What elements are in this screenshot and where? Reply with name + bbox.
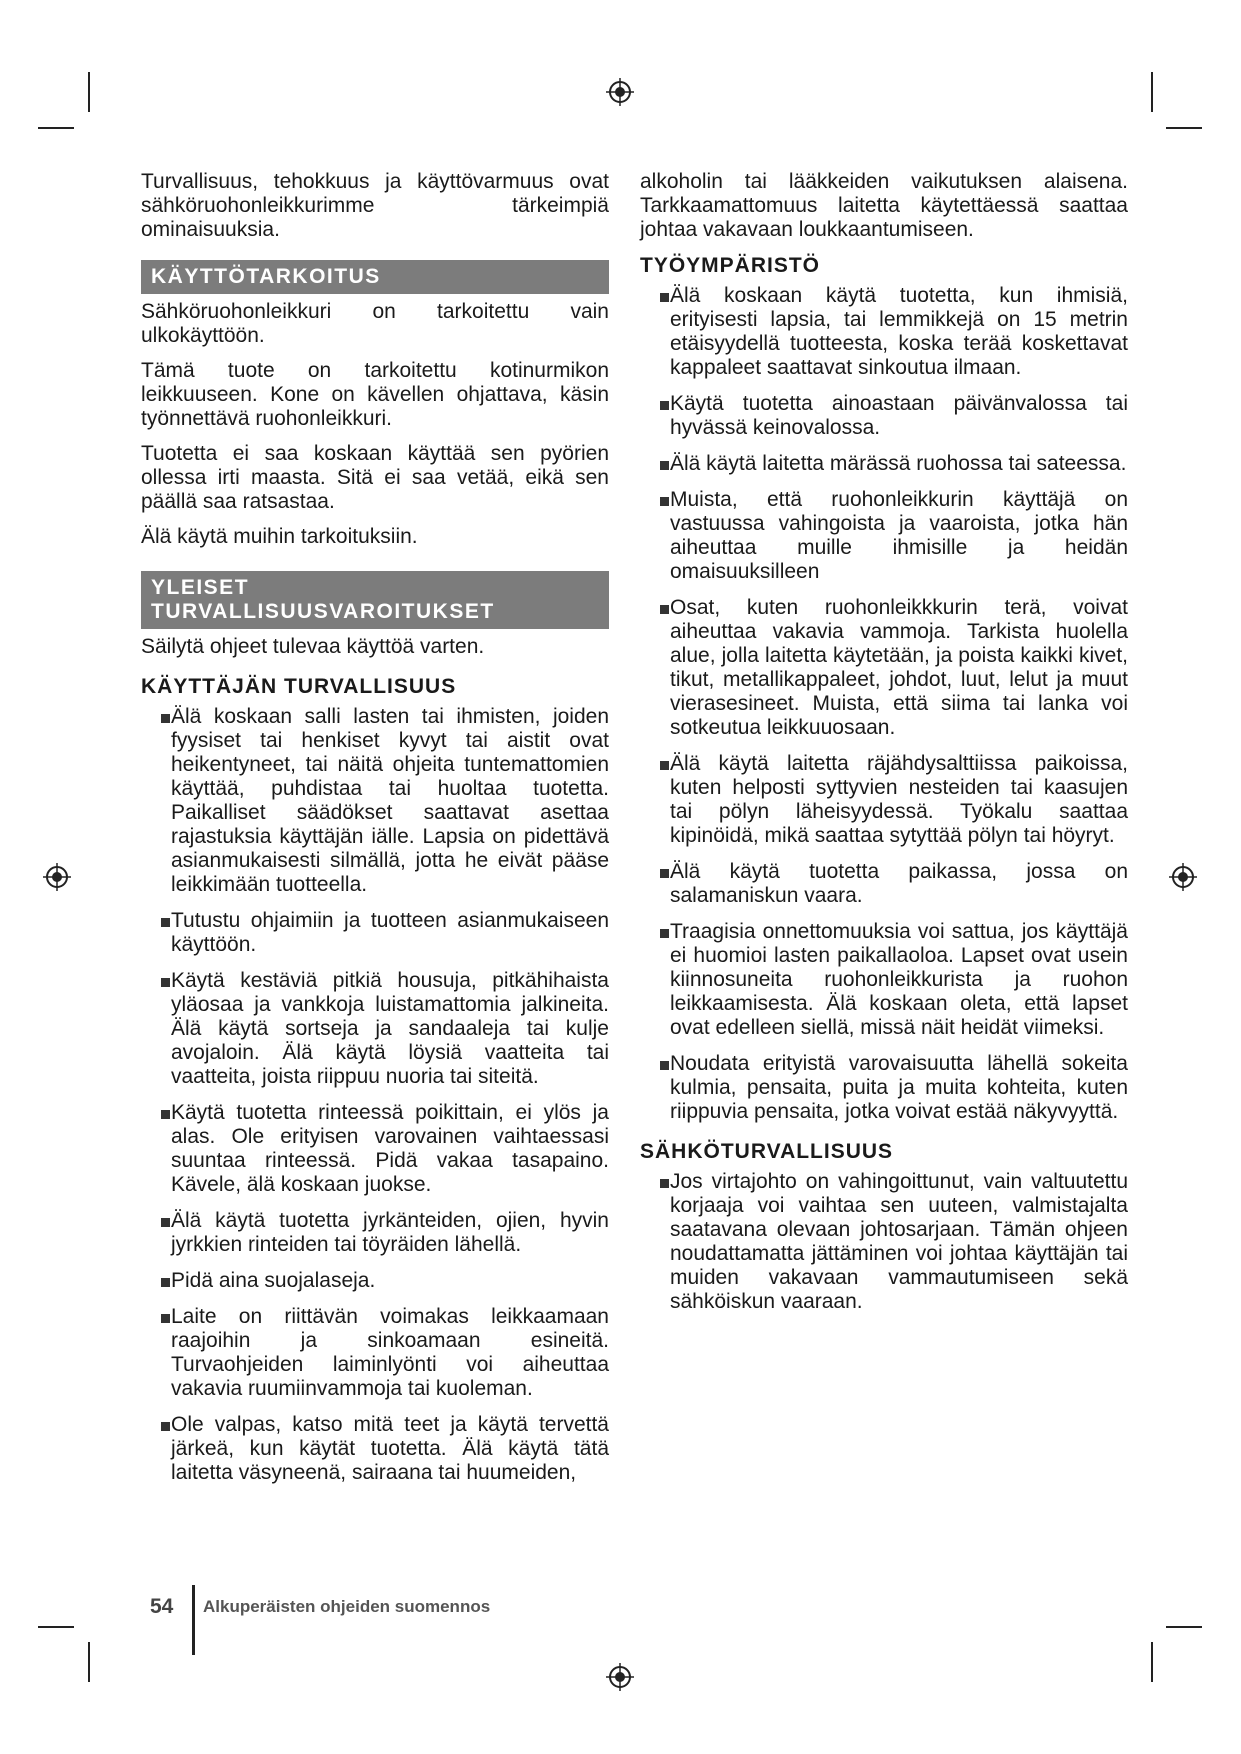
intended-use-paragraph: Tämä tuote on tarkoitettu kotinurmikon leikkuuseen. Kone on kävellen ohjattava, käsin työnnettävä ruohonleikkuri.	[141, 359, 609, 430]
intro-paragraph: Turvallisuus, tehokkuus ja käyttövarmuus ovat sähköruohonleikkurimme tärkeimpiä ominaisuuksia.	[141, 170, 609, 241]
subheading-user-safety: KÄYTTÄJÄN TURVALLISUUS	[141, 675, 457, 698]
bullet-icon	[161, 1314, 170, 1323]
intended-use-paragraph: Tuotetta ei saa koskaan käyttää sen pyörien ollessa irti maasta. Sitä ei saa vetää, eikä sen päällä saa ratsastaa.	[141, 442, 609, 513]
section-heading-text: KÄYTTÖTARKOITUS	[151, 265, 381, 288]
section-heading-intended-use	[141, 260, 609, 294]
list-item: Tutustu ohjaimiin ja tuotteen asianmukaiseen käyttöön.	[141, 909, 609, 957]
crop-mark	[38, 1626, 74, 1628]
list-item: Älä käytä tuotetta paikassa, jossa on salamaniskun vaara.	[640, 860, 1128, 908]
list-item: Pidä aina suojalaseja.	[141, 1269, 609, 1293]
bullet-icon	[161, 1110, 170, 1119]
bullet-icon	[660, 761, 669, 770]
bullet-icon	[161, 1278, 170, 1287]
electrical-safety-list	[640, 1170, 1128, 1314]
list-item: Käytä kestäviä pitkiä housuja, pitkähihaista yläosaa ja vankkoja luistamattomia jalkineita. Älä käytä sortseja ja sandaaleja tai kulje avojaloin. Älä käytä löysiä vaatteita tai vaatteita, joista riippuu nuoria tai siteitä.	[141, 969, 609, 1089]
list-item: Älä koskaan käytä tuotetta, kun ihmisiä, erityisesti lapsia, tai lemmikkejä on 15 metrin etäisyydellä tuotteesta, koska terää koskettavat kappaleet saattavat sinkoutua ilmaan.	[640, 284, 1128, 380]
subheading-electrical-safety: SÄHKÖTURVALLISUUS	[640, 1140, 894, 1163]
section-heading-text: TURVALLISUUSVAROITUKSET	[151, 600, 495, 623]
registration-mark-icon	[605, 1662, 635, 1692]
bullet-icon	[660, 929, 669, 938]
general-safety-intro: Säilytä ohjeet tulevaa käyttöä varten.	[141, 635, 485, 658]
registration-mark-icon	[605, 77, 635, 107]
registration-mark-icon	[42, 862, 72, 892]
list-item: Älä koskaan salli lasten tai ihmisten, joiden fyysiset tai henkiset kyvyt tai aistit ovat heikentyneet, tai näitä ohjeita tuntemattomien käyttää, puhdistaa tai huoltaa tuotetta. Paikalliset säädökset saattavat asettaa rajastuksia käyttäjän iälle. Lapsia on pidettävä asianmukaisesti silmällä, jotta he eivät pääse leikkimään tuotteella.	[141, 705, 609, 897]
crop-mark	[88, 72, 90, 112]
bullet-icon	[660, 401, 669, 410]
subheading-work-environment: TYÖYMPÄRISTÖ	[640, 254, 821, 277]
continued-paragraph: alkoholin tai lääkkeiden vaikutuksen alaisena. Tarkkaamattomuus laitetta käytettäessä saattaa johtaa vakavaan loukkaantumiseen.	[640, 170, 1128, 241]
bullet-icon	[161, 918, 170, 927]
list-item: Noudata erityistä varovaisuutta lähellä sokeita kulmia, pensaita, puita ja muita kohteita, kuten riippuvia pensaita, jotka voivat estää näkyvyyttä.	[640, 1052, 1128, 1124]
bullet-icon	[660, 1061, 669, 1070]
list-item: Käytä tuotetta rinteessä poikittain, ei ylös ja alas. Ole erityisen varovainen vaihtaessasi suuntaa rinteessä. Pidä vakaa tasapaino. Kävele, älä koskaan juokse.	[141, 1101, 609, 1197]
list-item: Ole valpas, katso mitä teet ja käytä tervettä järkeä, kun käytät tuotetta. Älä käytä tätä laitetta väsyneenä, sairaana tai huumeiden,	[141, 1413, 609, 1485]
intended-use-paragraph: Sähköruohonleikkuri on tarkoitettu vain ulkokäyttöön.	[141, 300, 609, 347]
page-number: 54	[150, 1595, 174, 1618]
list-item: Traagisia onnettomuuksia voi sattua, jos käyttäjä ei huomioi lasten paikallaoloa. Lapset ovat usein kiinnosuneita ruohonleikkurista ja ruohon leikkaamisesta. Älä koskaan oleta, että lapset ovat edelleen siellä, missä näit heidät viimeksi.	[640, 920, 1128, 1040]
list-item: Älä käytä laitetta märässä ruohossa tai sateessa.	[640, 452, 1128, 476]
bullet-icon	[161, 1422, 170, 1431]
bullet-icon	[161, 1218, 170, 1227]
bullet-icon	[161, 714, 170, 723]
list-item: Jos virtajohto on vahingoittunut, vain valtuutettu korjaaja voi vaihtaa sen uuteen, valmistajalta saatavana olevaan johtosarjaan. Tämän ohjeen noudattamatta jättäminen voi johtaa käyttäjän tai muiden vakavaan vammautumiseen sekä sähköiskun vaaraan.	[640, 1170, 1128, 1314]
list-item: Osat, kuten ruohonleikkkurin terä, voivat aiheuttaa vakavia vammoja. Tarkista huolella alue, jolla laitetta käytetään, ja poista kaikki kivet, tikut, metallikappaleet, johdot, luut, lelut ja muut vierasesineet. Muista, että siima tai lanka voi sotkeutua leikkuuosaan.	[640, 596, 1128, 740]
bullet-icon	[660, 293, 669, 302]
user-safety-list	[141, 705, 609, 1485]
bullet-icon	[660, 497, 669, 506]
intended-use-paragraph: Älä käytä muihin tarkoituksiin.	[141, 525, 418, 548]
crop-mark	[1166, 1626, 1202, 1628]
section-heading-general-safety	[141, 571, 609, 629]
list-item: Älä käytä laitetta räjähdysalttiissa paikoissa, kuten helposti syttyvien nesteiden tai kaasujen tai pölyn läheisyydessä. Työkalu saattaa kipinöidä, mikä saattaa sytyttää pölyn tai höyryt.	[640, 752, 1128, 848]
bullet-icon	[161, 978, 170, 987]
list-item: Laite on riittävän voimakas leikkaamaan raajoihin ja sinkoamaan esineitä. Turvaohjeiden laiminlyönti voi aiheuttaa vakavia ruumiinvammoja tai kuoleman.	[141, 1305, 609, 1401]
bullet-icon	[660, 461, 669, 470]
registration-mark-icon	[1168, 862, 1198, 892]
work-environment-list	[640, 284, 1128, 1124]
footer-divider	[192, 1585, 195, 1655]
section-heading-text: YLEISET	[151, 576, 250, 599]
list-item: Käytä tuotetta ainoastaan päivänvalossa tai hyvässä keinovalossa.	[640, 392, 1128, 440]
crop-mark	[1151, 1642, 1153, 1682]
list-item: Älä käytä tuotetta jyrkänteiden, ojien, hyvin jyrkkien rinteiden tai töyräiden lähellä.	[141, 1209, 609, 1257]
crop-mark	[1166, 127, 1202, 129]
bullet-icon	[660, 605, 669, 614]
right-column	[640, 170, 1128, 1326]
crop-mark	[38, 127, 74, 129]
left-column	[141, 170, 609, 1497]
list-item: Muista, että ruohonleikkurin käyttäjä on vastuussa vahingoista ja vaaroista, jotka hän aiheuttaa muille ihmisille ja heidän omaisuuksilleen	[640, 488, 1128, 584]
crop-mark	[1151, 72, 1153, 112]
bullet-icon	[660, 1179, 669, 1188]
bullet-icon	[660, 869, 669, 878]
footer-text: Alkuperäisten ohjeiden suomennos	[203, 1597, 491, 1616]
crop-mark	[88, 1642, 90, 1682]
